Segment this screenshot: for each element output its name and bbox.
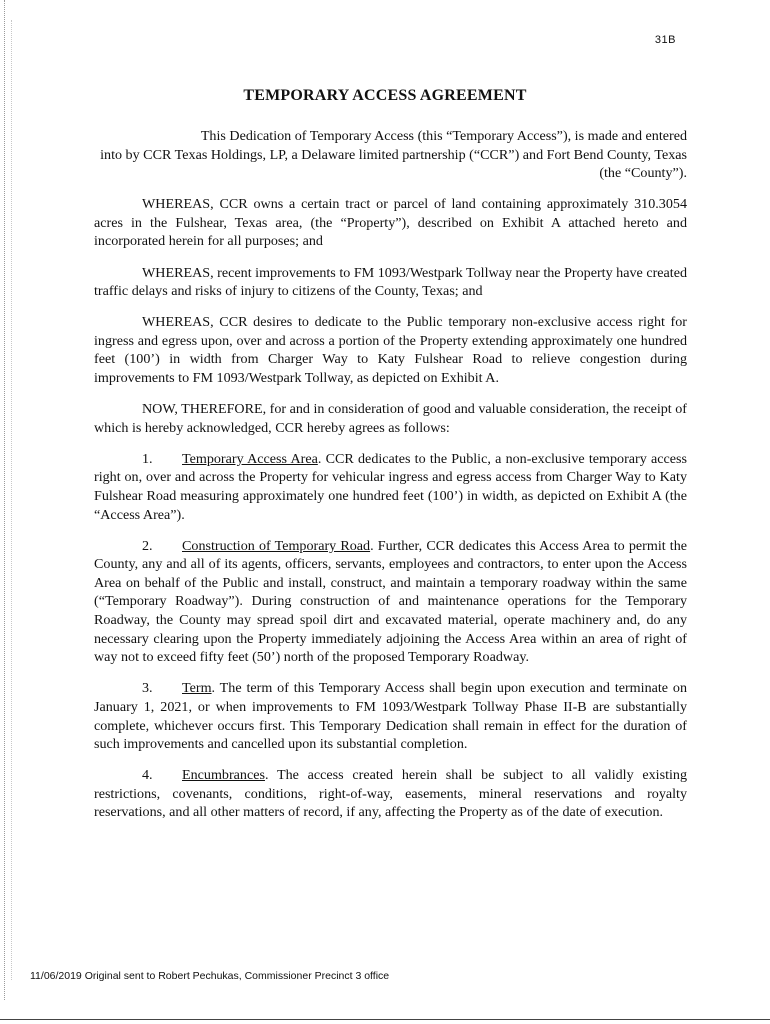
whereas-paragraph-2: WHEREAS, recent improvements to FM 1093/Westpark Tollway near the Property have created traffic delays and risks of injury to citizens of the County, Texas; and (94, 264, 687, 300)
section-text: . The access created herein shall be subject to all validly existing restrictions, covenants, conditions, right-of-way, easements, mineral reservations and royalty reservations, and all other matters of record, if any, affecting the Property as of the date of execution. (94, 767, 687, 821)
section-number: 4. (142, 767, 153, 784)
section-4 (94, 766, 687, 822)
section-2 (94, 537, 687, 667)
page-number: 31B (654, 34, 676, 46)
section-1 (94, 450, 687, 524)
document-body (94, 127, 687, 835)
section-heading: Encumbrances (182, 767, 265, 784)
section-number: 1. (142, 450, 153, 467)
section-heading: Construction of Temporary Road (182, 537, 371, 554)
now-therefore-paragraph: NOW, THEREFORE, for and in consideration of good and valuable consideration, the receipt of which is hereby acknowledged, CCR hereby agrees as follows: (94, 401, 687, 436)
page-bottom-rule (0, 1019, 770, 1020)
section-heading: Term (182, 680, 212, 697)
scan-edge-mark (11, 20, 12, 980)
scan-edge-mark (4, 0, 5, 1000)
whereas-paragraph-3: WHEREAS, CCR desires to dedicate to the Public temporary non-exclusive access right for ingress and egress upon, over and across a portion of the Property extending approximately one hundred feet (100’) in width from Charger Way to Katy Fulshear Road to relieve congestion during improvements to FM 1093/Westpark Tollway, as depicted on Exhibit A. (94, 314, 687, 387)
section-number: 3. (142, 680, 153, 697)
section-text: . Further, CCR dedicates this Access Area to permit the County, any and all of its agents, officers, servants, employees and contractors, to enter upon the Access Area on behalf of the Public and install, construct, and maintain a temporary roadway within the same (“Temporary Roadway”). During construction of and maintenance operations for the Temporary Roadway, the County may spread spoil dirt and excavated material, operate machinery and, do any necessary clearing upon the Property immediately adjoining the Access Area within an area of right of way not to exceed fifty feet (50’) north of the proposed Temporary Roadway. (94, 537, 688, 666)
whereas-paragraph-1: WHEREAS, CCR owns a certain tract or parcel of land containing approximately 310.3054 acres in the Fulshear, Texas area, (the “Property”), described on Exhibit A attached hereto and incorporated herein for all purposes; and (94, 196, 687, 250)
section-3 (94, 679, 687, 753)
section-heading: Temporary Access Area (182, 450, 318, 467)
footer-note: 11/06/2019 Original sent to Robert Pechukas, Commissioner Precinct 3 office (30, 970, 390, 982)
document-title: TEMPORARY ACCESS AGREEMENT (243, 87, 527, 104)
section-number: 2. (142, 537, 153, 554)
intro-paragraph: This Dedication of Temporary Access (this “Temporary Access”), is made and entered into by CCR Texas Holdings, LP, a Delaware limited partnership (“CCR”) and Fort Bend County, Texas (the “County”). (100, 128, 687, 182)
section-text: . The term of this Temporary Access shall begin upon execution and terminate on January 1, 2021, or when improvements to FM 1093/Westpark Tollway Phase II-B are substantially complete, whichever occurs first. This Temporary Dedication shall remain in effect for the duration of such improvements and cancelled upon its substantial completion. (94, 680, 687, 753)
section-text: . CCR dedicates to the Public, a non-exclusive temporary access right on, over and across the Property for vehicular ingress and egress access from Charger Way to Katy Fulshear Road measuring approximately one hundred feet (100’) in width, as depicted on Exhibit A (the “Access Area”). (94, 450, 687, 523)
